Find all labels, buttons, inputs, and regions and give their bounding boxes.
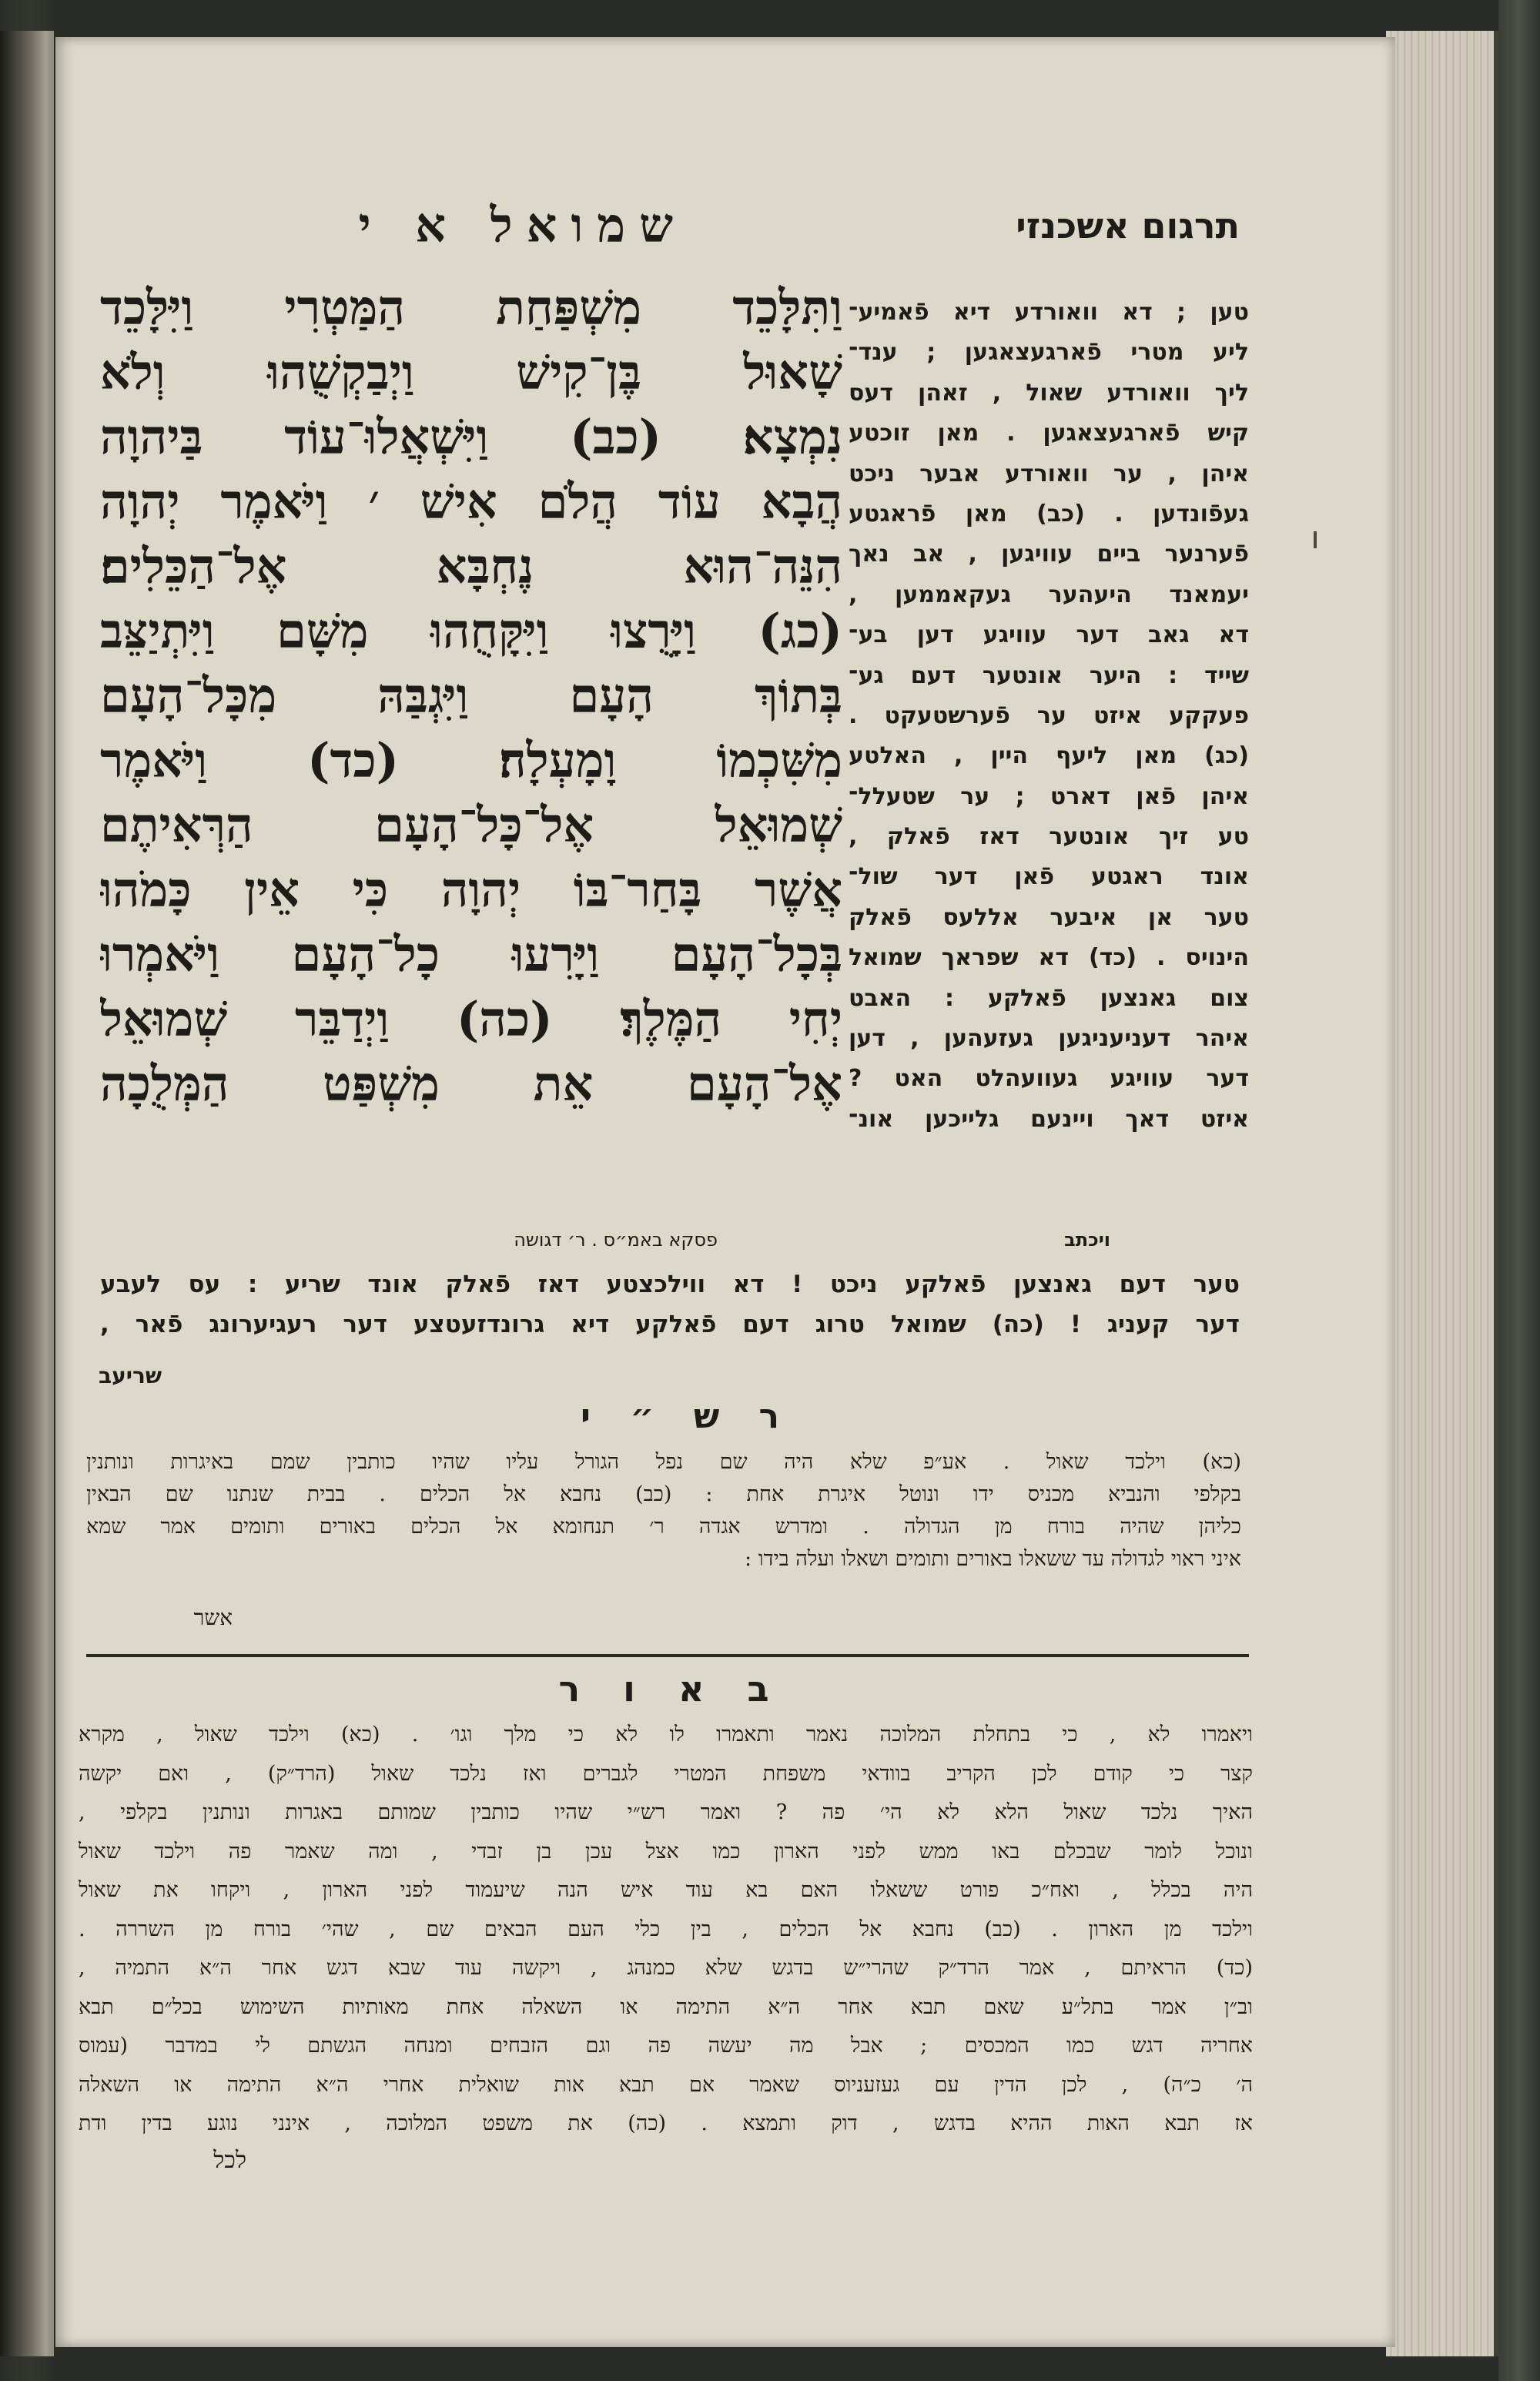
beur-line: קצר כי קודם לכן הקריב בוודאי משפחת המטרי לגברים ואז נלכד שאול (הרד״ק) , ואם יקשה — [79, 1761, 1253, 1786]
beur-line: היה בכלל , ואח״כ פורט ששאלו האם בא עוד איש הנה שיעמוד לפני הארון , ויקחו את שאול — [79, 1878, 1253, 1902]
rashi-commentary — [86, 1446, 1241, 1576]
beur-commentary — [79, 1716, 1253, 2144]
translation-line: טע זיך אונטער דאז פֿאלק , — [849, 823, 1249, 851]
rashi-line: כליהן שהיה בורח מן הגדולה . ומדרש אגדה ר׳ תנחומא אל הכלים באורים ותומים אמר שמא — [86, 1515, 1241, 1539]
translation-line: דער עוויגע געוועהלט האט ? — [849, 1065, 1249, 1093]
rashi-line: (כא) וילכד שאול . אע״פ שלא היה שם נפל הגורל עליו שהיו כותבין שמם באיגרות ונותנין — [86, 1450, 1241, 1474]
translation-line: הינויס . (כד) דא שפראך שמואל — [849, 944, 1249, 972]
translation-line: יעמאנד היעהער געקאממען , — [849, 581, 1249, 608]
main-text-line: הֲבָא עוֹד הֲלֹם אִישׁ ׳ וַיֹּאמֶר יְהוָה — [100, 474, 842, 530]
beur-line: ה׳ כ״ה) , לכן הדין עם געזעניוס שאמר אם תבא אות שואלית אחרי ה״א התימה או השאלה — [79, 2072, 1253, 2097]
main-text-line: (כג) וַיָּרֻצוּ וַיִּקָּחֻהוּ מִשָּׁם וַיִּתְיַצֵּב — [100, 603, 842, 659]
beur-line: ונוכל לומר שבכלם באו ממש לפני הארון כמו אצל עכן בן זבדי , ומה שאמר פה וילכד שאול — [79, 1839, 1253, 1864]
main-text-line: נִמְצָא׃ (כב) וַיִּשְׁאֲלוּ־עוֹד בַּיהוָה — [100, 409, 842, 465]
beur-line: (כד) הראיתם , אמר הרד״ק שהרי״ש בדגש שלא כמנהג , ויקשה עוד שבא דגש אחר ה״א התמיה , — [79, 1956, 1253, 1980]
main-text-line: שְׁמוּאֵל אֶל־כָּל־הָעָם הַרְּאִיתֶם — [100, 797, 842, 853]
beur-line: אחריה דגש כמו המכסים ; אבל מה יעשה פה וגם הזבחים ומנחה הגשתם לי במדבר (עמוס — [79, 2034, 1253, 2058]
main-text-line: מִשִּׁכְמוֹ וָמָעְלָה׃ (כד) וַיֹּאמֶר — [100, 732, 842, 789]
translation-line: ליך וואורדע שאול , זאהן דעס — [849, 379, 1249, 407]
catchword-beur: לכל — [213, 2147, 246, 2174]
main-text-line: הִנֵּה־הוּא נֶחְבָּא אֶל־הַכֵּלִים׃ — [100, 538, 842, 594]
translation-line: פעקקע איזט ער פֿערשטעקט . — [849, 702, 1249, 729]
translation-heading: תרגום אשכנזי — [1016, 205, 1240, 246]
left-page-edge — [0, 31, 54, 2356]
translation-column — [849, 293, 1249, 1140]
rashi-line: איני ראוי לגדולה עד ששאלו באורים ותומים ושאלו ועלה בידו : — [745, 1547, 1241, 1571]
translation-line: געפֿונדען . (כב) מאן פֿראגטע — [849, 500, 1249, 527]
beur-line: וילכד מן הארון . (כב) נחבא אל הכלים , בין כלי העם הבאים שם , שהי׳ בורח מן השררה . — [79, 1917, 1253, 1941]
main-text-line: יְחִי הַמֶּלֶךְ׃ (כה) וַיְדַבֵּר שְׁמוּאֵל — [100, 991, 842, 1047]
catchword-rashi: אשר — [193, 1605, 233, 1630]
main-text-line: וַתִּלָּכֵד מִשְׁפַּחַת הַמַּטְרִי וַיִּלָּכֵד — [100, 280, 842, 336]
book-heading: שמואל א י — [358, 197, 687, 253]
main-text-line: אֶל־הָעָם אֵת מִשְׁפַּט הַמְּלֻכָה — [100, 1056, 842, 1112]
translation-line: צום גאנצען פֿאלקע : האבט — [849, 984, 1249, 1012]
translation-line: דא גאב דער עוויגע דען בע־ — [849, 621, 1249, 649]
beur-line: אז תבא האות ההיא בדגש , דוק ותמצא . (כה) את משפט המלוכה , אינני נוגע בדין ודת — [79, 2111, 1253, 2135]
translation-line: שייד : היער אונטער דעם גע־ — [849, 661, 1249, 689]
translation-line: איהר דעניעניגען געזעהען , דען — [849, 1025, 1249, 1053]
translation-line: טער דעם גאנצען פֿאלקע ניכט ! דא ווילכצטע דאז פֿאלק אונד שריע : עס לעבע — [100, 1271, 1240, 1298]
beur-line: וב״ן אמר בתל״ע שאם תבא אחר ה״א התימה או השאלה אחת מאותיות השימוש בכל״ם תבא — [79, 1994, 1253, 2019]
book-page — [55, 37, 1395, 2347]
translation-continuation — [100, 1264, 1240, 1345]
translation-line: טען ; דא וואורדע דיא פֿאמיע־ — [849, 299, 1249, 326]
translation-line: טער אן איבער אללעס פֿאלק — [849, 903, 1249, 931]
margin-mark — [1314, 531, 1317, 548]
masoretic-note: פסקא באמ״ס . ר׳ דגושה — [514, 1229, 718, 1251]
rashi-heading: ר ש ״ י — [580, 1397, 793, 1436]
translation-line: איהן , ער וואורדע אבער ניכט — [849, 460, 1249, 487]
catchword-main: ויכתב — [1064, 1229, 1110, 1251]
beur-line: ויאמרו לא , כי בתחלת המלוכה נאמר ותאמרו לו לא כי מלך וגו׳ . (כא) וילכד שאול , מקרא — [79, 1723, 1253, 1746]
translation-line: קיש פֿארגעצאגען . מאן זוכטע — [849, 420, 1249, 447]
book-cover-edge — [1498, 0, 1540, 2381]
translation-line: פֿערנער ביים עוויגען , אב נאך — [849, 541, 1249, 568]
translation-line: איהן פֿאן דארט ; ער שטעלל־ — [849, 782, 1249, 810]
translation-line: ליע מטרי פֿארגעצאגען ; ענד־ — [849, 339, 1249, 367]
translation-line: איזט דאך ויינעם גלייכען אונ־ — [849, 1105, 1249, 1133]
beur-line: האיך נלכד שאול הלא לא הי׳ פה ? ואמר רש״י שהיו כותבין שמותם באגרות ונותנין בקלפי , — [79, 1800, 1253, 1824]
beur-heading: ב א ו ר — [558, 1668, 785, 1710]
translation-line: דער קעניג ! (כה) שמואל טרוג דעם פֿאלקע דיא גרונדזעטצע דער רעגיערונג פֿאר , — [100, 1311, 1240, 1338]
main-text-line: בְּתוֹךְ הָעָם וַיִּגְבַּהּ מִכָּל־הָעָם — [100, 668, 842, 724]
translation-line: (כג) מאן ליעף היין , האלטע — [849, 742, 1249, 770]
main-text-line: שָׁאוּל בֶּן־קִישׁ וַיְבַקְשֻׁהוּ וְלֹא — [100, 344, 842, 400]
main-text-line: בְּכָל־הָעָם וַיָּרִעוּ כָל־הָעָם וַיֹּאמְרוּ — [100, 926, 842, 983]
translation-line: אונד ראגטע פֿאן דער שול־ — [849, 863, 1249, 891]
catchword-translation: שריעב — [99, 1363, 162, 1388]
main-text-line: אֲשֶׁר בָּחַר־בּוֹ יְהוָה כִּי אֵין כָּמֹהוּ — [100, 862, 842, 918]
rashi-line: בקלפי והנביא מכניס ידו ונוטל איגרת אחת : (כב) נחבא אל הכלים . בבית שנתנו שם הבאין — [86, 1482, 1241, 1506]
section-divider — [86, 1654, 1249, 1657]
page-stack-edges — [1386, 31, 1498, 2356]
main-hebrew-text — [100, 276, 842, 1117]
